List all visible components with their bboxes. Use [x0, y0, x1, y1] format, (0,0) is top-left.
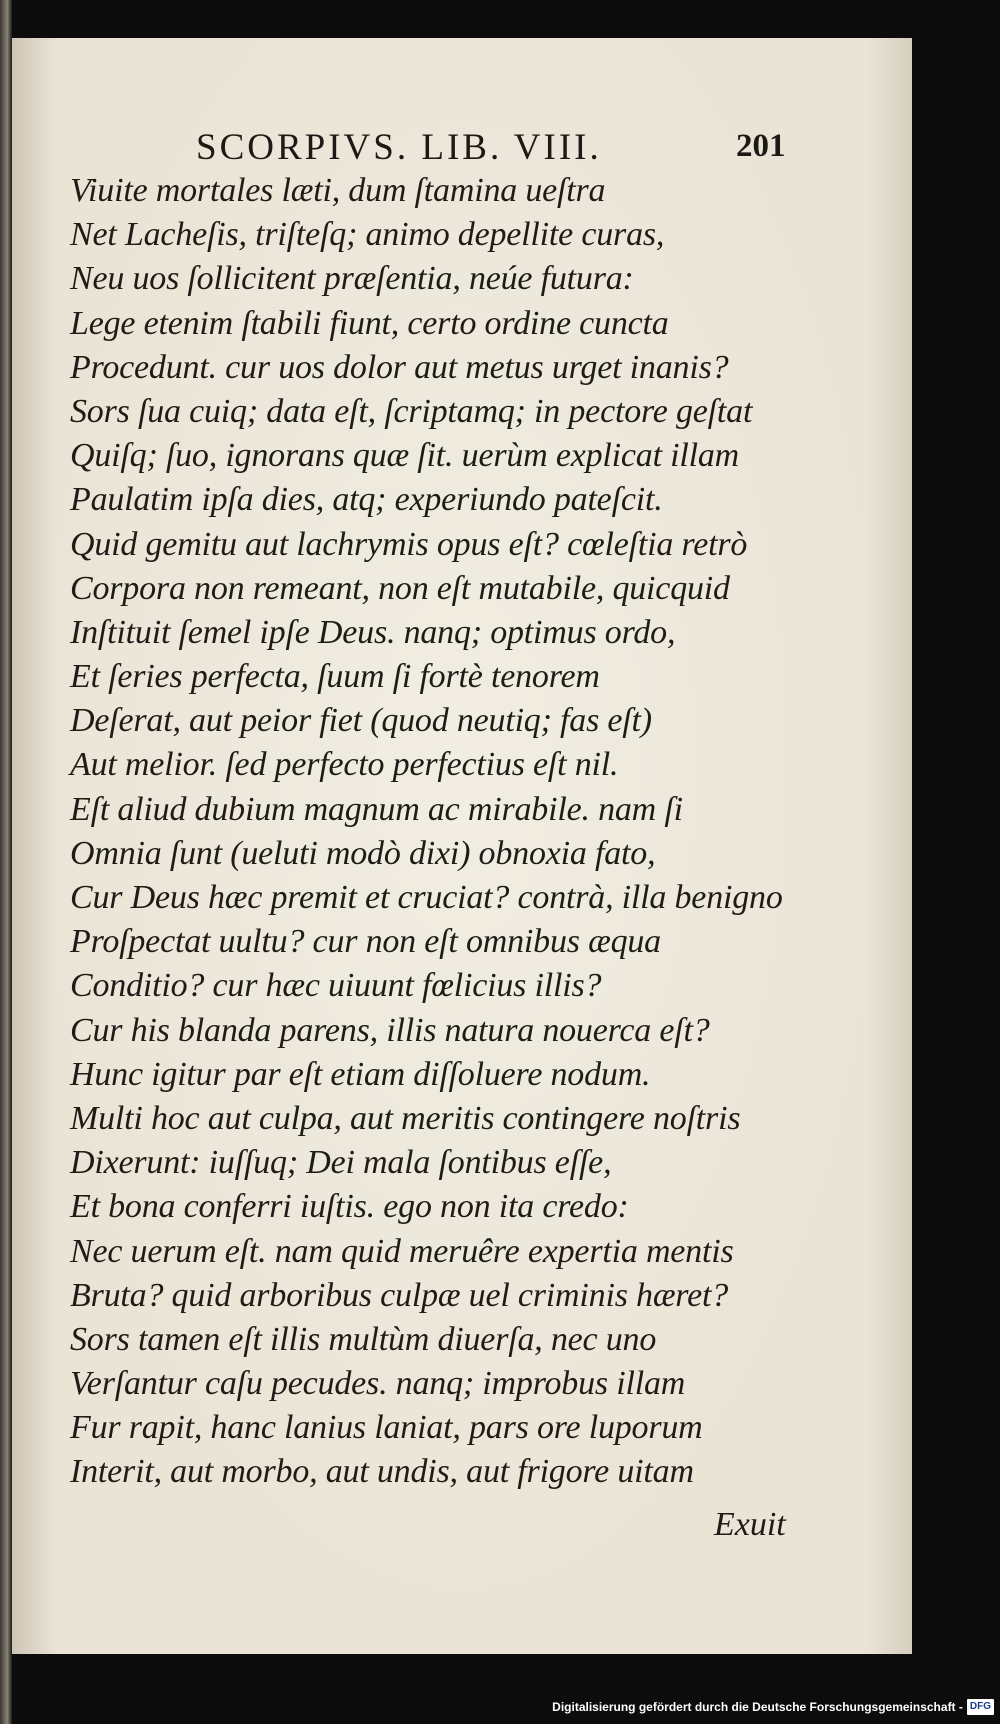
verse-line: Interit, aut morbo, aut undis, aut frigore uitam — [70, 1453, 694, 1491]
verse-line: Omnia ſunt (ueluti modò dixi) obnoxia fato, — [70, 834, 656, 872]
verse-line: Lege etenim ſtabili fiunt, certo ordine cuncta — [70, 304, 669, 342]
verse-line: Cur his blanda parens, illis natura nouerca eſt? — [70, 1011, 710, 1049]
verse-line: Viuite mortales læti, dum ſtamina ueſtra — [70, 172, 606, 209]
verse-line: Neu uos ſollicitent præſentia, neúe futura: — [70, 260, 634, 298]
verse-line: Conditio? cur hæc uiuunt fœlicius illis? — [70, 967, 602, 1005]
verse-line: Fur rapit, hanc lanius laniat, pars ore luporum — [70, 1409, 703, 1447]
digitization-credit — [552, 1698, 994, 1716]
verse-line: Sors tamen eſt illis multùm diuerſa, nec uno — [70, 1320, 657, 1358]
verse-line: Inſtituit ſemel ipſe Deus. nanq; optimus ordo, — [70, 613, 676, 651]
verse-line: Cur Deus hæc premit et cruciat? contrà, illa benigno — [70, 879, 783, 916]
verse-line: Nec uerum eſt. nam quid meruêre expertia mentis — [70, 1232, 734, 1270]
verse-line: Sors ſua cuiq; data eſt, ſcriptamq; in pectore geſtat — [70, 392, 753, 430]
running-title: SCORPIVS. LIB. VIII. — [196, 127, 602, 168]
catchword: Exuit — [714, 1506, 786, 1543]
book-spine-edge — [0, 0, 12, 1724]
verse-line: Procedunt. cur uos dolor aut metus urget inanis? — [70, 348, 729, 386]
verse-line: Net Lacheſis, triſteſq; animo depellite curas, — [70, 216, 665, 254]
verse-line: Corpora non remeant, non eſt mutabile, quicquid — [70, 569, 730, 607]
dfg-logo-icon: DFG — [967, 1699, 994, 1715]
verse-line: Aut melior. ſed perfecto perfectius eſt nil. — [70, 746, 619, 784]
verse-line: Eſt aliud dubium magnum ac mirabile. nam ſi — [70, 790, 683, 828]
verse-text-block — [70, 169, 830, 1495]
verse-line: Dixerunt: iuſſuq; Dei mala ſontibus eſſe, — [70, 1144, 612, 1182]
page-number: 201 — [736, 128, 786, 164]
verse-line: Bruta? quid arboribus culpæ uel criminis hæret? — [70, 1276, 729, 1314]
verse-line: Quiſq; ſuo, ignorans quæ ſit. uerùm explicat illam — [70, 437, 740, 475]
verse-line: Hunc igitur par eſt etiam diſſoluere nodum. — [70, 1055, 651, 1093]
credit-text: Digitalisierung gefördert durch die Deutsche Forschungsgemeinschaft - — [552, 1700, 963, 1714]
verse-line: Verſantur caſu pecudes. nanq; improbus illam — [70, 1365, 686, 1403]
verse-line: Quid gemitu aut lachrymis opus eſt? cœleſtia retrò — [70, 525, 748, 563]
verse-line: Et ſeries perfecta, ſuum ſi fortè tenorem — [70, 658, 600, 696]
verse-line: Deſerat, aut peior fiet (quod neutiq; fas eſt) — [70, 702, 652, 740]
verse-line: Proſpectat uultu? cur non eſt omnibus æqua — [70, 923, 661, 961]
verse-line: Multi hoc aut culpa, aut meritis contingere noſtris — [70, 1099, 741, 1137]
book-page — [12, 38, 912, 1654]
verse-line: Paulatim ipſa dies, atq; experiundo pateſcit. — [70, 481, 663, 519]
verse-line: Et bona conferri iuſtis. ego non ita credo: — [70, 1188, 629, 1226]
